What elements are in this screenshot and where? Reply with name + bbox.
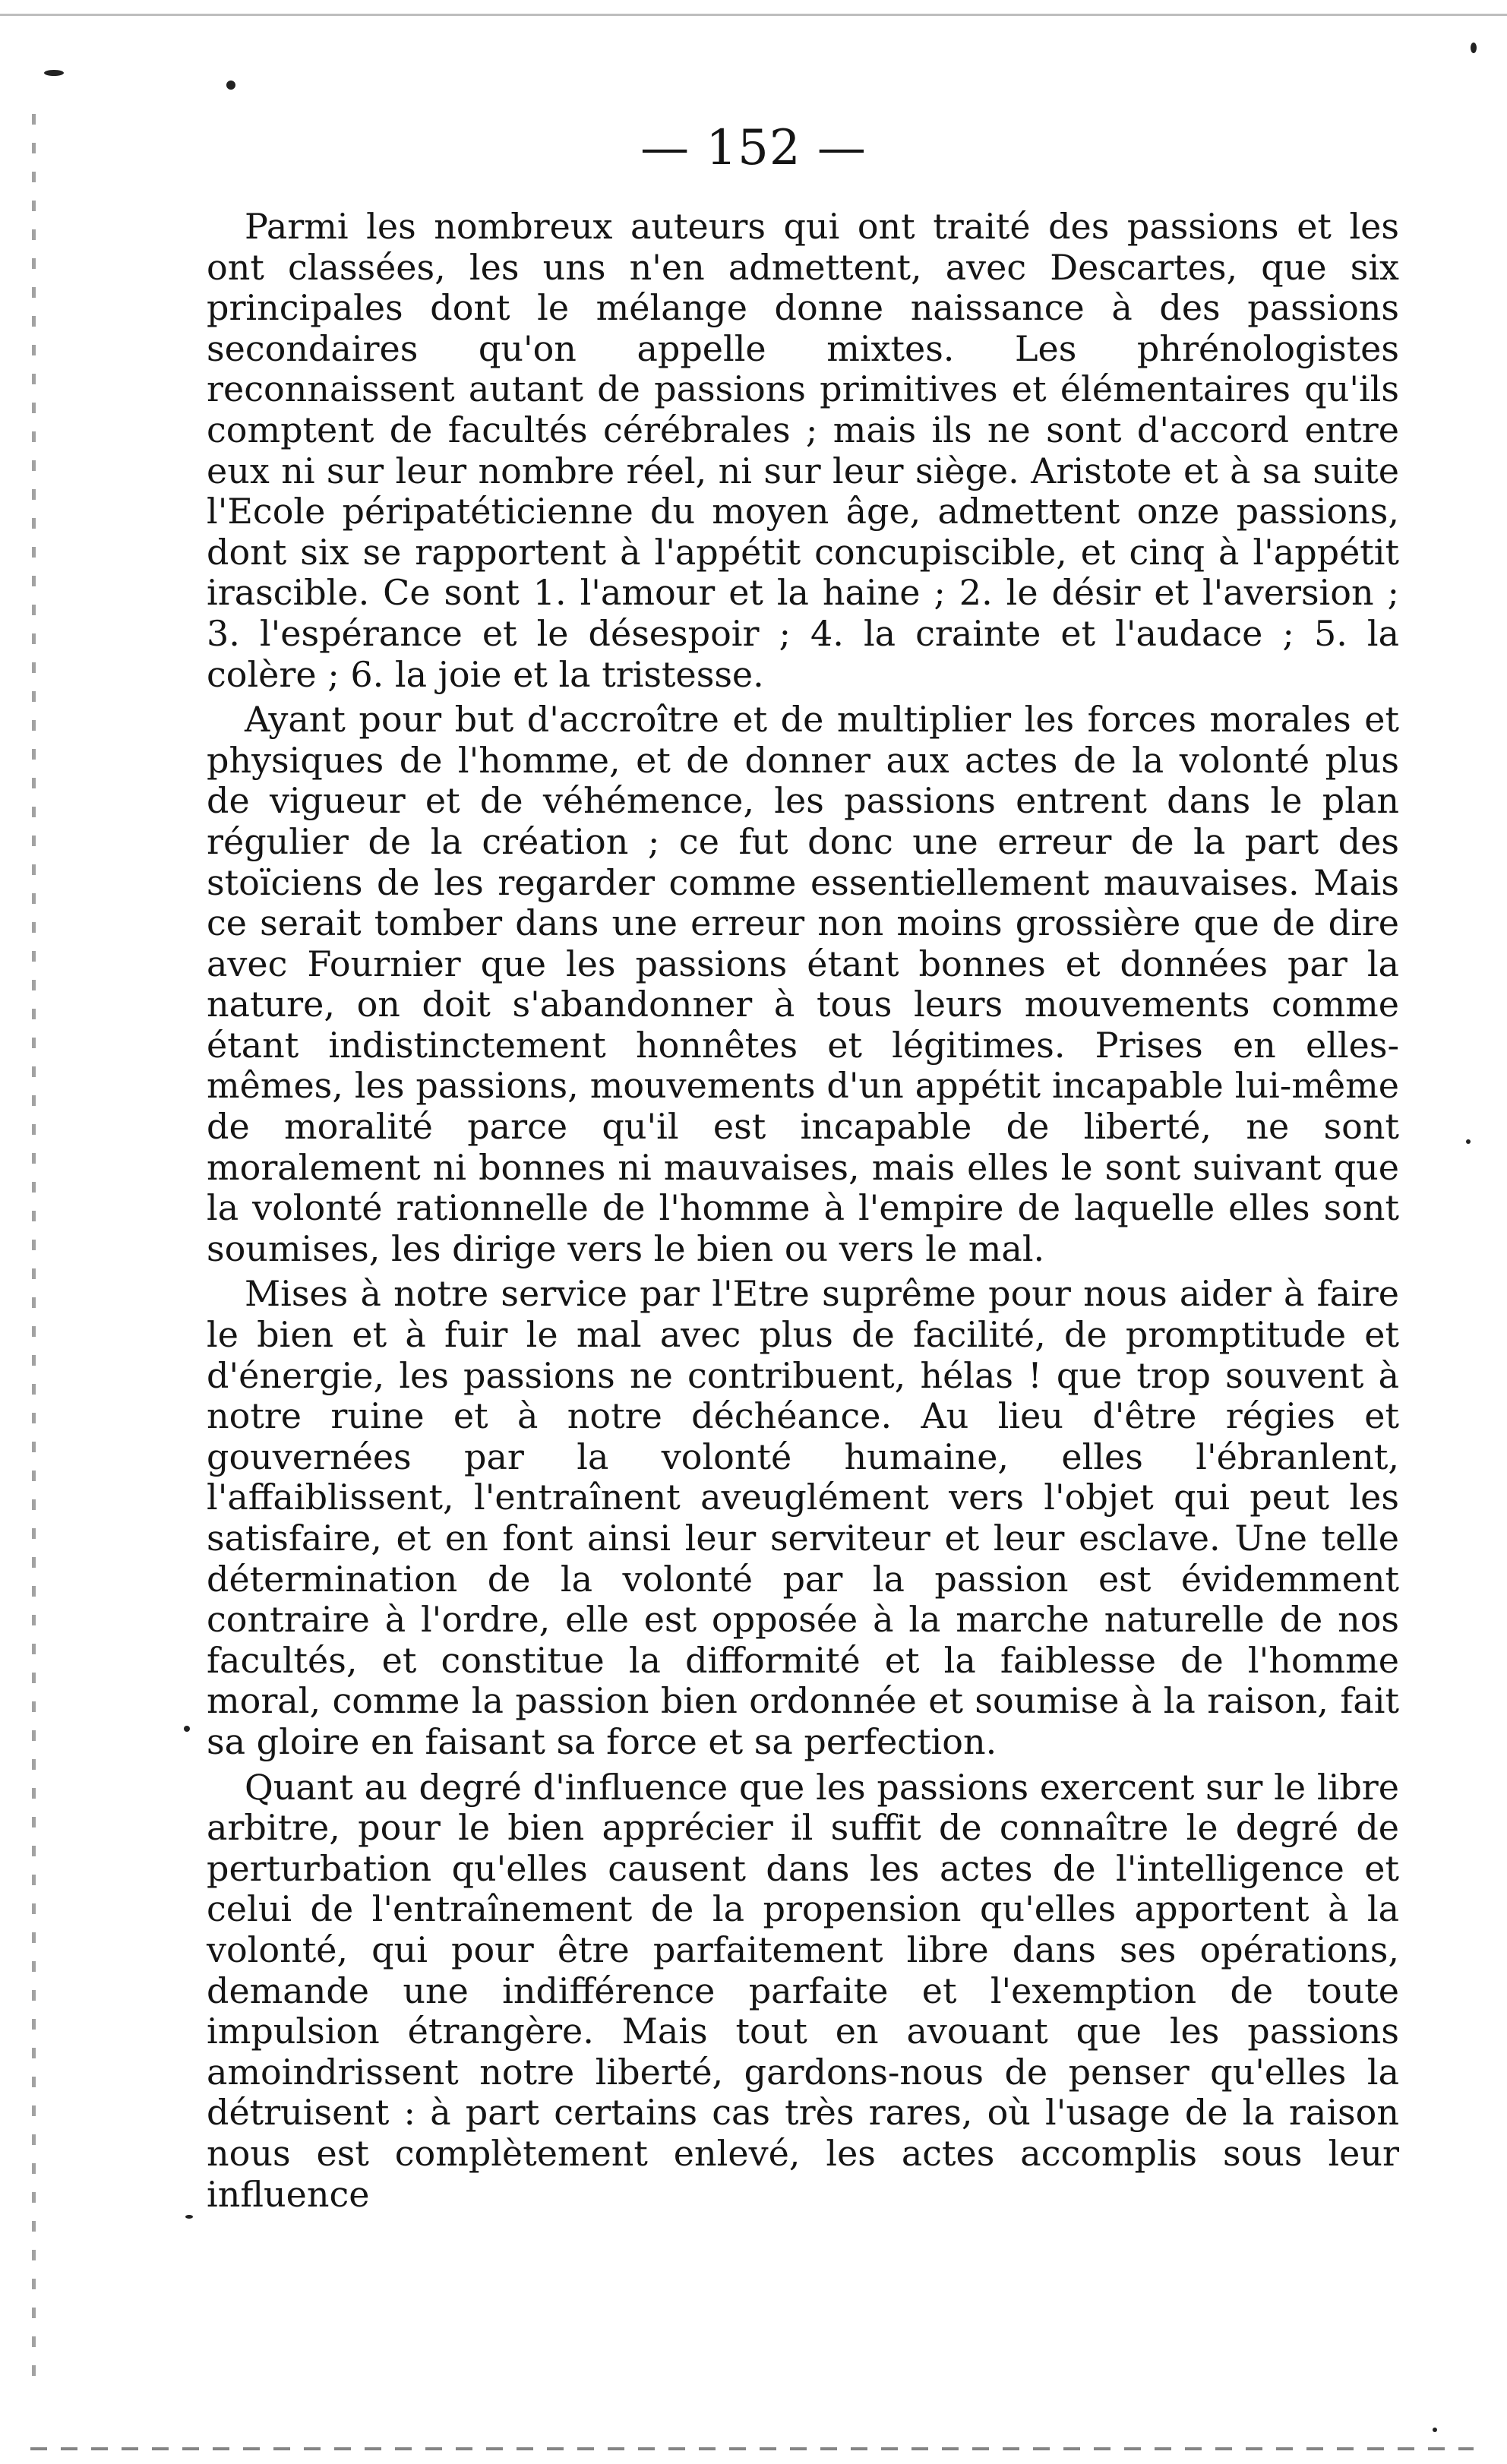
scan-left-border bbox=[32, 114, 36, 2393]
paragraph-passions-purpose: Ayant pour but d'accroître et de multiplier les forces morales et physiques de l'homme, et de donner aux actes de la volonté plus de vigueur et de véhémence, les passions entrent dans le plan régulier de la création ; ce fut donc une erreur de la part des stoïciens de les regarder comme essentiellement mauvaises. Mais ce serait tomber dans une erreur non moins grossière que de dire avec Fournier que les passions étant bonnes et données par la nature, on doit s'abandonner à tous leurs mouvements comme étant indistinctement honnêtes et légitimes. Prises en elles-mêmes, les passions, mouvements d'un appétit incapable lui-même de moralité parce qu'il est incapable de liberté, ne sont moralement ni bonnes ni mauvaises, mais elles le sont suivant que la volonté rationnelle de l'homme à l'empire de laquelle elles sont soumises, les dirige vers le bien ou vers le mal. bbox=[207, 699, 1399, 1269]
scan-speck bbox=[1433, 2428, 1437, 2432]
page-number: — 152 — bbox=[640, 120, 867, 176]
scan-speck bbox=[184, 1726, 190, 1732]
scan-bottom-border bbox=[30, 2447, 1474, 2450]
scan-speck bbox=[1471, 43, 1477, 53]
scan-speck bbox=[226, 81, 235, 90]
scan-top-border bbox=[0, 14, 1507, 16]
body-text bbox=[207, 207, 1399, 2219]
scan-speck bbox=[1466, 1139, 1471, 1144]
paragraph-passions-free-will: Quant au degré d'influence que les passions exercent sur le libre arbitre, pour le bien apprécier il suffit de connaître le degré de perturbation qu'elles causent dans les actes de l'intelligence et celui de l'entraînement de la propension qu'elles apportent à la volonté, qui pour être parfaitement libre dans ses opérations, demande une indifférence parfaite et l'exemption de toute impulsion étrangère. Mais tout en avouant que les passions amoindrissent notre liberté, gardons-nous de penser qu'elles la détruisent : à part certains cas très rares, où l'usage de la raison nous est complètement enlevé, les actes accomplis sous leur influence bbox=[207, 1766, 1399, 2215]
scan-speck bbox=[185, 2215, 193, 2219]
paragraph-passions-service: Mises à notre service par l'Etre suprême pour nous aider à faire le bien et à fuir le mal avec plus de facilité, de promptitude et d'énergie, les passions ne contribuent, hélas ! que trop souvent à notre ruine et à notre déchéance. Au lieu d'être régies et gouvernées par la volonté humaine, elles l'ébranlent, l'affaiblissent, l'entraînent aveuglément vers l'objet qui peut les satisfaire, et en font ainsi leur serviteur et leur esclave. Une telle détermination de la volonté par la passion est évidemment contraire à l'ordre, elle est opposée à la marche naturelle de nos facultés, et constitue la difformité et la faiblesse de l'homme moral, comme la passion bien ordonnée et soumise à la raison, fait sa gloire en faisant sa force et sa perfection. bbox=[207, 1273, 1399, 1762]
scan-speck bbox=[44, 70, 64, 76]
paragraph-passions-classification: Parmi les nombreux auteurs qui ont traité des passions et les ont classées, les uns n'en admettent, avec Descartes, que six principales dont le mélange donne naissance à des passions secondaires qu'on appelle mixtes. Les phrénologistes reconnaissent autant de passions primitives et élémentaires qu'ils comptent de facultés cérébrales ; mais ils ne sont d'accord entre eux ni sur leur nombre réel, ni sur leur siège. Aristote et à sa suite l'Ecole péripatéticienne du moyen âge, admettent onze passions, dont six se rapportent à l'appétit concupiscible, et cinq à l'appétit irascible. Ce sont 1. l'amour et la haine ; 2. le désir et l'aversion ; 3. l'espérance et le désespoir ; 4. la crainte et l'audace ; 5. la colère ; 6. la joie et la tristesse. bbox=[207, 206, 1399, 695]
